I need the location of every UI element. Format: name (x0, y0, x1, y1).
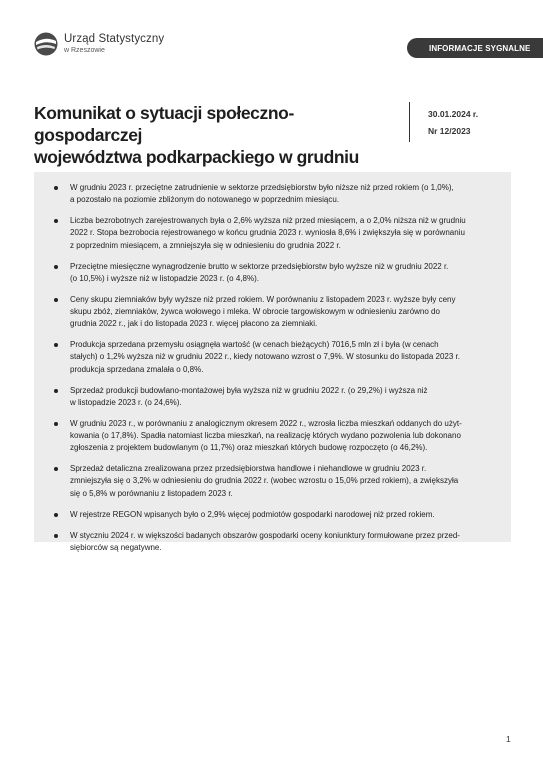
summary-line: Sprzedaż produkcji budowlano-montażowej była wyższa niż w grudniu 2022 r. (o 29,2%) i wyższa niż (70, 385, 428, 395)
summary-line: W rejestrze REGON wpisanych było o 2,9% więcej podmiotów gospodarki narodowej niż przed rokiem. (70, 509, 435, 519)
bullet-icon (54, 389, 58, 393)
summary-item (54, 418, 497, 455)
logo-text (64, 34, 164, 55)
summary-item (54, 530, 497, 554)
summary-line: skupu zbóż, ziemniaków, żywca wołowego i mleka. W obrocie targowiskowym w odniesieniu zarówno do (70, 307, 440, 317)
summary-item (54, 463, 497, 500)
summary-line: produkcja sprzedana zmalała o 0,8%. (70, 364, 204, 374)
summary-line: stałych) o 1,2% wyższa niż w grudniu 2022 r., kiedy notowano wzrost o 7,9%. W stosunku do listopada 2023 r. (70, 352, 460, 362)
summary-list (54, 182, 497, 554)
release-meta (428, 106, 478, 140)
bullet-icon (54, 298, 58, 302)
summary-line: 2022 r. Stopa bezrobocia rejestrowanego w końcu grudnia 2023 r. wyniosła 8,6% i zwiększyła się w porównaniu (70, 228, 465, 238)
release-date: 30.01.2024 r. (428, 109, 479, 119)
summary-line: się o 5,8% w porównaniu z listopadem 2023 r. (70, 488, 233, 498)
logo-location: w Rzeszowie (64, 47, 105, 55)
summary-line: W grudniu 2023 r., w porównaniu z analogicznym okresem 2022 r., wzrosła liczba mieszkań oddanych do użyt- (70, 418, 462, 428)
page-number: 1 (506, 734, 511, 744)
summary-line: Liczba bezrobotnych zarejestrowanych była o 2,6% wyższa niż przed miesiącem, a o 2,0% niższa niż w grudniu (70, 216, 466, 226)
release-number: Nr 12/2023 (428, 126, 471, 136)
logo-name: Urząd Statystyczny (64, 32, 165, 45)
bullet-icon (54, 467, 58, 471)
summary-line: Sprzedaż detaliczna zrealizowana przez przedsiębiorstwa handlowe i niehandlowe w grudniu 2023 r. (70, 464, 427, 474)
logo (34, 32, 164, 56)
bullet-icon (54, 219, 58, 223)
bullet-icon (54, 343, 58, 347)
summary-line: z poprzednim miesiącem, a zmniejszyła się w odniesieniu do grudnia 2022 r. (70, 240, 341, 250)
title-divider (409, 102, 410, 142)
summary-item (54, 509, 497, 521)
summary-line: a pozostało na poziomie zbliżonym do notowanego w poprzednim miesiącu. (70, 195, 340, 205)
summary-line: zgłoszenia z projektem budowlanym (o 11,7%) oraz mieszkań których budowę rozpoczęto (o 46,2%). (70, 443, 428, 453)
summary-line: siębiorców są negatywne. (70, 542, 162, 552)
summary-box (34, 172, 511, 552)
summary-line: grudnia 2022 r., jak i do listopada 2023 r. więcej płacono za ziemniaki. (70, 319, 318, 329)
summary-line: w listopadzie 2023 r. (o 24,6%). (70, 397, 182, 407)
bullet-icon (54, 186, 58, 190)
title-line-2: województwa podkarpackiego w grudniu (34, 147, 359, 167)
summary-line: (o 10,5%) i wyższe niż w listopadzie 2023 r. (o 4,8%). (70, 273, 259, 283)
bullet-icon (54, 265, 58, 269)
summary-line: kowania (o 17,8%). Spadła natomiast liczba mieszkań, na realizację których wydano pozwolenia lub dokonano (70, 431, 461, 441)
summary-line: Ceny skupu ziemniaków były wyższe niż przed rokiem. W porównaniu z listopadem 2023 r. wyższe były ceny (70, 294, 456, 304)
bullet-icon (54, 513, 58, 517)
summary-line: Przeciętne miesięczne wynagrodzenie brutto w sektorze przedsiębiorstw było wyższe niż w grudniu 2022 r. (70, 261, 449, 271)
summary-item (54, 215, 497, 252)
summary-item (54, 385, 497, 409)
summary-line: zmniejszyła się o 3,2% w odniesieniu do grudnia 2022 r. (wobec wzrostu o 15,0% przed rokiem), a zwiększyła (70, 476, 459, 486)
summary-item (54, 261, 497, 285)
section-badge: INFORMACJE SYGNALNE (407, 38, 543, 58)
title-line-1: Komunikat o sytuacji społeczno-gospodarczej (34, 103, 294, 145)
gus-logo-icon (34, 32, 58, 56)
summary-item (54, 294, 497, 331)
summary-item (54, 339, 497, 376)
summary-line: W grudniu 2023 r. przeciętne zatrudnienie w sektorze przedsiębiorstw było niższe niż przed rokiem (o 1,0%), (70, 183, 454, 192)
summary-line: W styczniu 2024 r. w większości badanych obszarów gospodarki oceny koniunktury formułowane przez przed- (70, 530, 460, 540)
summary-item (54, 182, 497, 206)
summary-line: Produkcja sprzedana przemysłu osiągnęła wartość (w cenach bieżących) 7016,5 mln zł i była (w cenach (70, 340, 439, 350)
bullet-icon (54, 534, 58, 538)
bullet-icon (54, 422, 58, 426)
